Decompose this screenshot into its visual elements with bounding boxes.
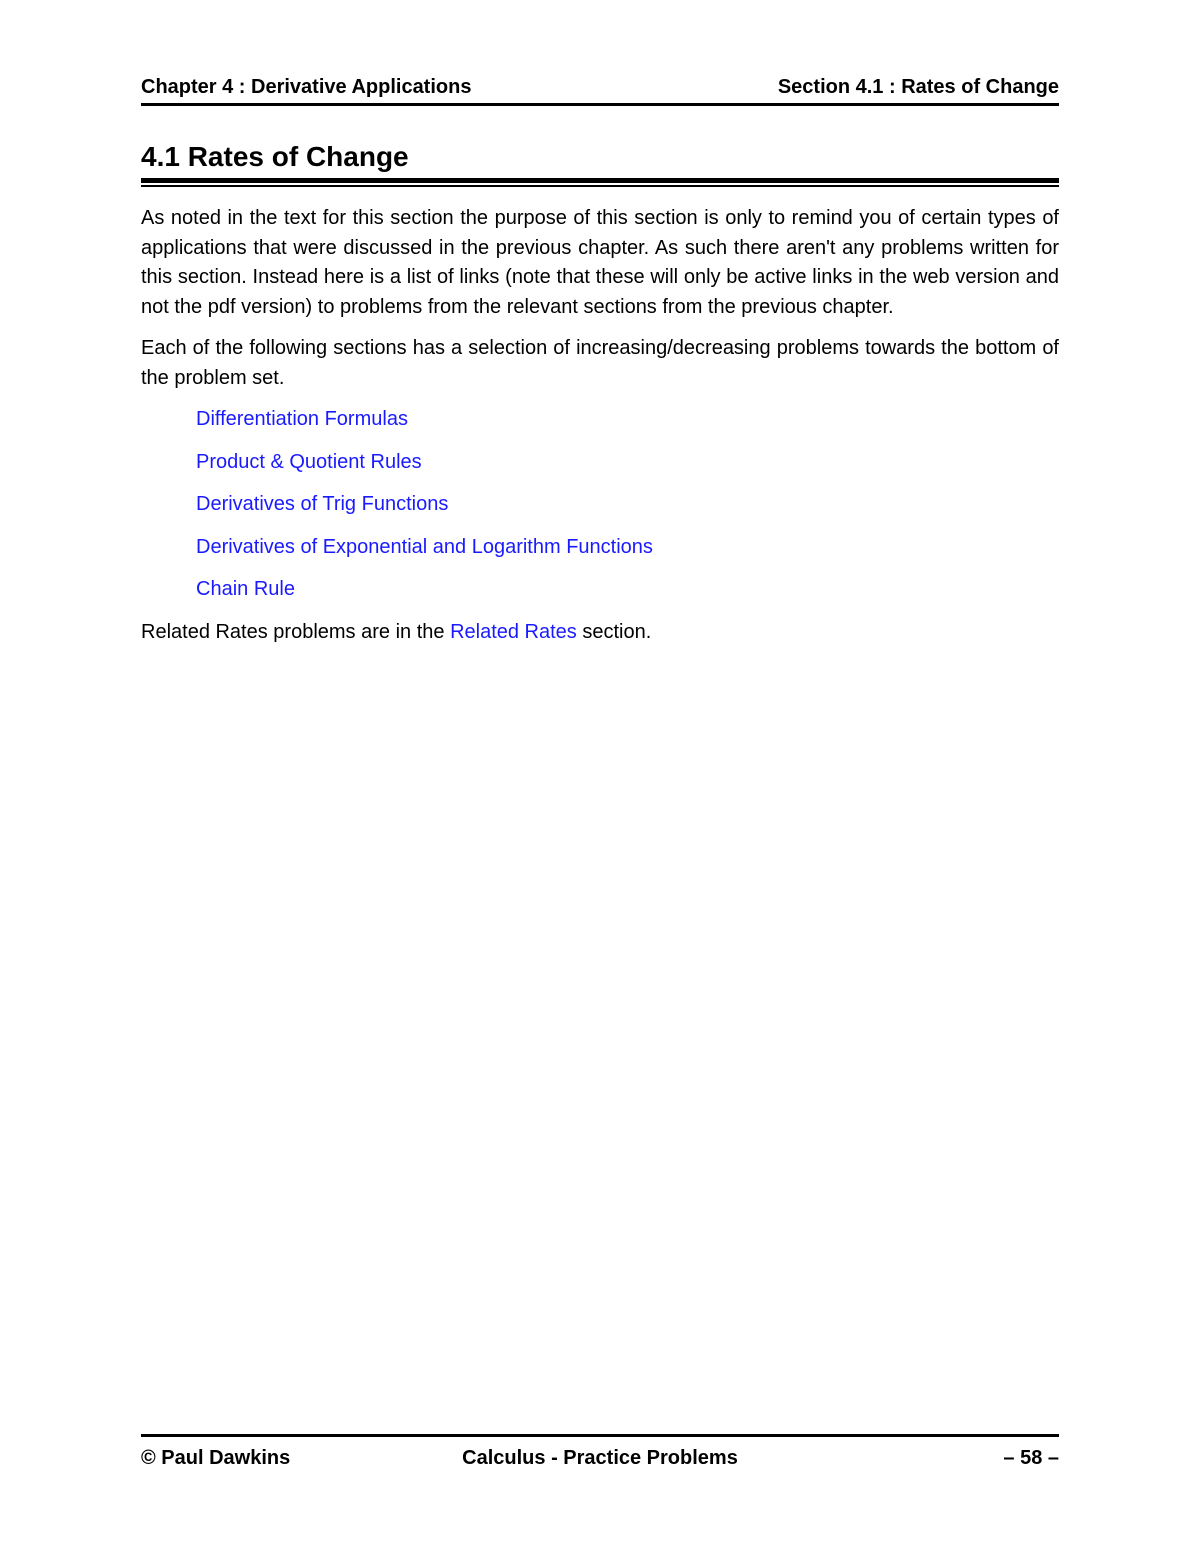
related-rates-paragraph: [141, 618, 1059, 648]
title-rule-thin: [141, 185, 1059, 187]
list-item: [196, 405, 1059, 435]
book-title: Calculus - Practice Problems: [462, 1447, 738, 1469]
related-rates-prefix: Related Rates problems are in the: [141, 620, 451, 643]
intro-paragraph: As noted in the text for this section the purpose of this section is only to remind you of certain types of applications that were discussed in the previous chapter. As such there aren't any problems written for this section. Instead here is a list of links (note that these will only be active links in the web version and not the pdf version) to problems from the relevant sections from the previous chapter.: [141, 207, 1059, 318]
list-item: [196, 448, 1059, 478]
link-product-quotient-rules[interactable]: Product & Quotient Rules: [196, 450, 422, 473]
link-derivatives-exp-log-functions[interactable]: Derivatives of Exponential and Logarithm Functions: [196, 535, 653, 558]
copyright-label: © Paul Dawkins: [141, 1447, 291, 1469]
running-header: [141, 73, 1059, 106]
sections-paragraph: Each of the following sections has a selection of increasing/decreasing problems towards the bottom of the problem set.: [141, 337, 1059, 389]
running-footer: [141, 1444, 1059, 1474]
list-item: [196, 490, 1059, 520]
title-rule: [141, 178, 1059, 189]
link-related-rates[interactable]: Related Rates: [450, 620, 577, 643]
document-page: [141, 0, 1059, 1553]
list-item: [196, 533, 1059, 563]
section-title: 4.1 Rates of Change: [141, 141, 409, 172]
section-label: Section 4.1 : Rates of Change: [777, 76, 1059, 98]
section-link-list: [141, 405, 1059, 605]
chapter-label: Chapter 4 : Derivative Applications: [141, 76, 472, 98]
link-differentiation-formulas[interactable]: Differentiation Formulas: [196, 408, 408, 430]
footer-rule: [141, 1434, 1059, 1437]
page-number: – 58 –: [1003, 1447, 1059, 1469]
link-derivatives-trig-functions[interactable]: Derivatives of Trig Functions: [196, 493, 449, 515]
related-rates-suffix: section.: [576, 620, 652, 643]
body-content: [141, 204, 1059, 659]
title-rule-thick: [141, 178, 1059, 183]
link-chain-rule[interactable]: Chain Rule: [196, 578, 295, 600]
list-item: [196, 575, 1059, 605]
